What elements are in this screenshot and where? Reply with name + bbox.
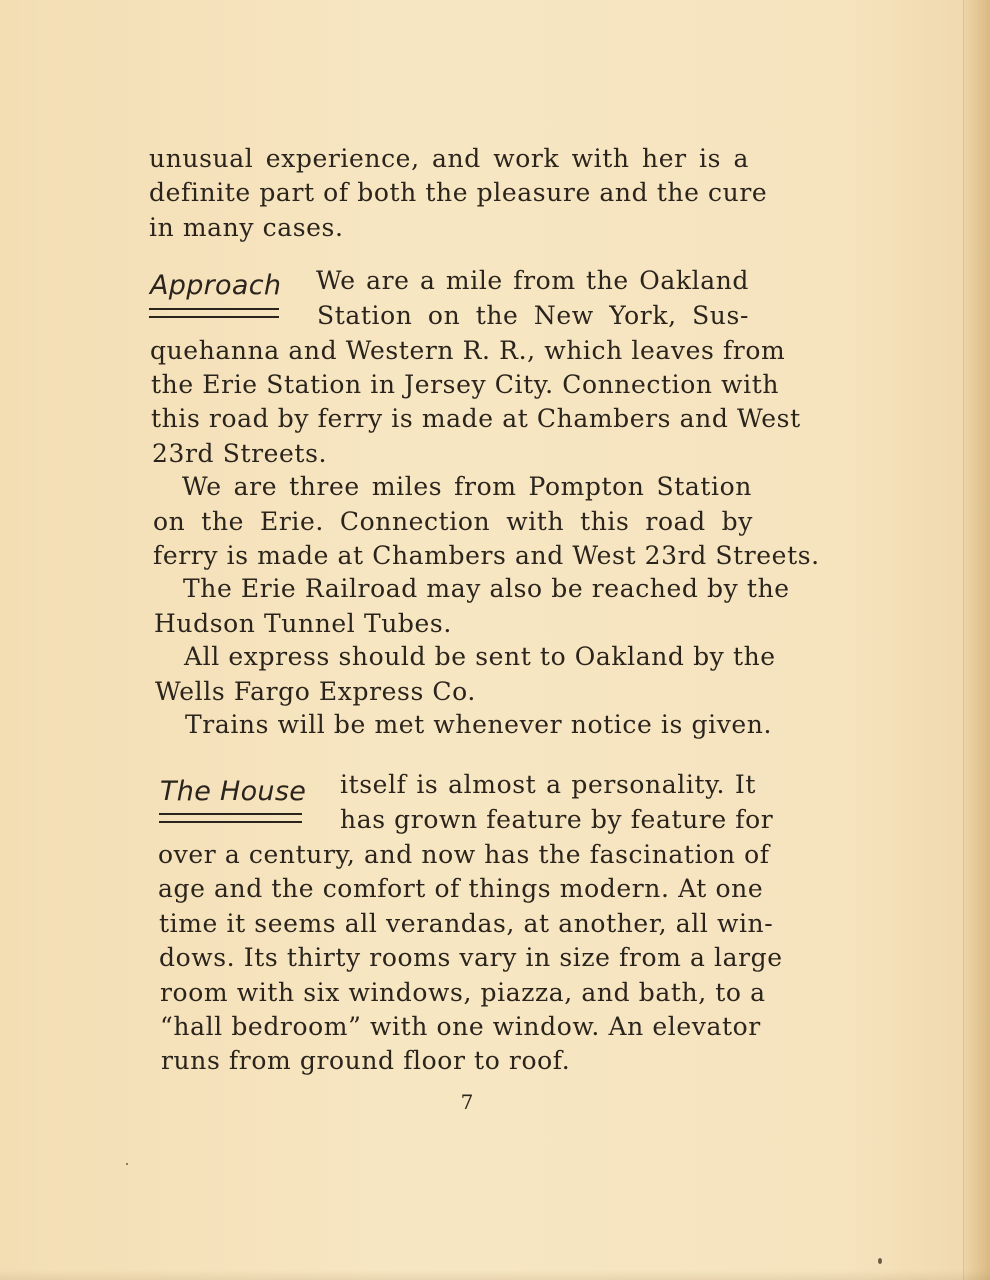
body-line: on the Erie. Connection with this road by [153, 507, 753, 536]
body-line: room with six windows, piazza, and bath, to a [160, 978, 766, 1007]
body-line: 23rd Streets. [152, 439, 328, 468]
body-line: the Erie Station in Jersey City. Connection with [151, 370, 780, 399]
body-line: runs from ground floor to roof. [161, 1046, 571, 1075]
paper-speck [878, 1258, 882, 1264]
body-line: has grown feature by feature for [340, 805, 774, 834]
page-edge [963, 0, 990, 1280]
heading-double-rule [149, 308, 279, 318]
body-line: Hudson Tunnel Tubes. [154, 609, 452, 638]
body-line: All express should be sent to Oakland by the [184, 642, 776, 671]
body-line: definite part of both the pleasure and the cure [149, 178, 768, 207]
body-line: itself is almost a personality. It [340, 770, 756, 799]
body-line: in many cases. [149, 213, 344, 242]
heading-double-rule [159, 813, 302, 823]
page-number: 7 [460, 1090, 474, 1114]
body-line: over a century, and now has the fascination of [158, 840, 770, 869]
body-line: unusual experience, and work with her is a [149, 144, 749, 173]
body-line: ferry is made at Chambers and West 23rd Streets. [153, 541, 820, 570]
body-line: age and the comfort of things modern. At one [158, 874, 764, 903]
body-line: We are a mile from the Oakland [316, 266, 749, 295]
body-line: dows. Its thirty rooms vary in size from a large [159, 943, 783, 972]
body-line: Trains will be met whenever notice is given. [185, 710, 773, 739]
section-heading-approach: Approach [150, 270, 282, 301]
body-line: time it seems all verandas, at another, all win- [159, 909, 774, 938]
paper-speck [126, 1163, 128, 1165]
body-line: Wells Fargo Express Co. [155, 677, 476, 706]
body-line: “hall bedroom” with one window. An elevator [160, 1012, 761, 1041]
body-line: We are three miles from Pompton Station [182, 472, 752, 501]
body-line: quehanna and Western R. R., which leaves from [150, 336, 786, 365]
page-bottom-edge [0, 1270, 990, 1280]
section-heading-the-house: The House [160, 776, 307, 807]
body-line: this road by ferry is made at Chambers and West [151, 404, 801, 433]
body-line: Station on the New York, Sus- [317, 301, 749, 330]
body-line: The Erie Railroad may also be reached by the [183, 574, 790, 603]
